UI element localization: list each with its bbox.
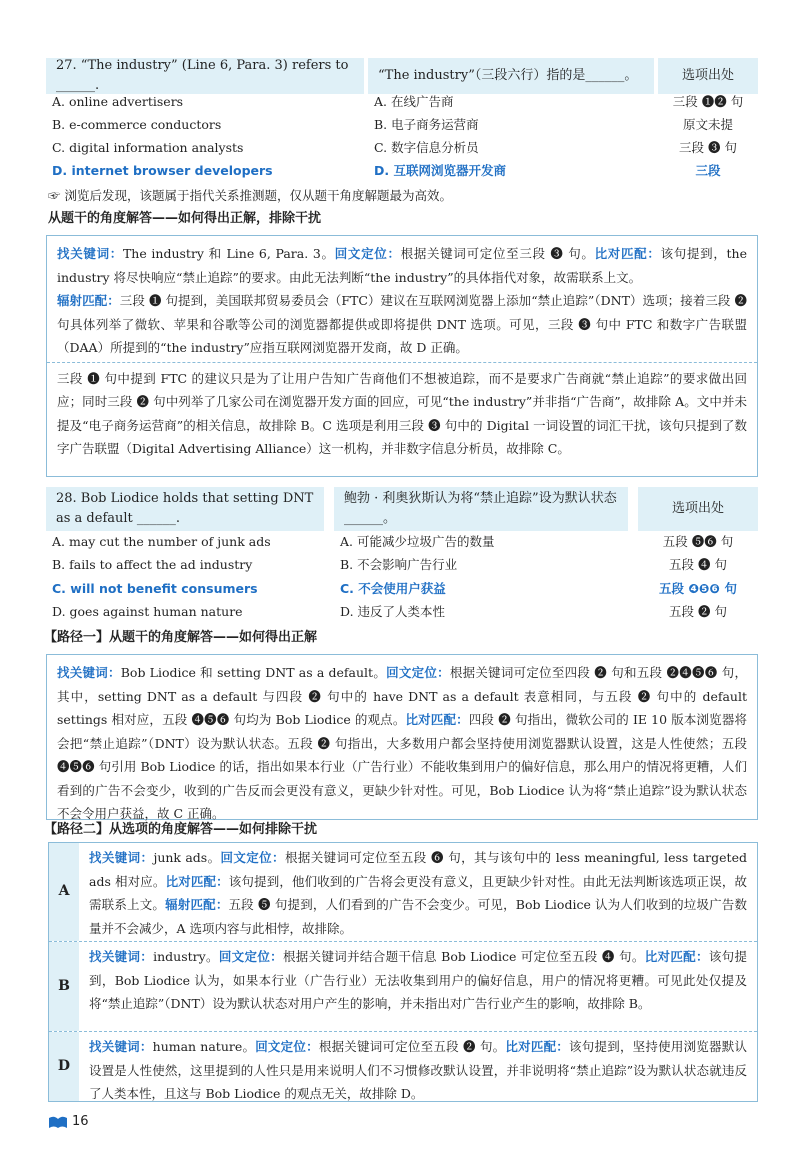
match-text: 该句提到，坚持使用浏览器默认设置是人性使然，这里提到的人性只是用来说明人们不习惯修改默认设置，并非说明将“禁止追踪”设为默认状态就违反了人类本性，且这与 Bob Liodice 的观点无关，故排除 D。 <box>89 1039 747 1101</box>
q27-analysis-box <box>46 235 758 477</box>
path2-row-a <box>49 843 757 941</box>
match-text: 该句提到，the industry 将尽快响应“禁止追踪”的要求。由此无法判断“the industry”的具体指代对象，故需联系上文。 <box>57 246 747 285</box>
radiate-match-label: 辐射匹配： <box>165 897 229 912</box>
page-number: 16 <box>72 1114 89 1129</box>
q27-option-a-en: A. online advertisers <box>52 94 184 109</box>
q27-option-d-cn: D. 互联网浏览器开发商 <box>374 163 506 178</box>
q28-option-a-en: A. may cut the number of junk ads <box>52 534 271 549</box>
q28-option-c-en: C. will not benefit consumers <box>52 581 258 596</box>
q28-path2-heading: 【路径二】从选项的角度解答——如何排除干扰 <box>44 822 318 837</box>
find-keyword-label: 找关键词： <box>89 1039 153 1054</box>
q27-source-header-text: 选项出处 <box>681 67 734 83</box>
q27-option-c-en: C. digital information analysts <box>52 140 244 155</box>
q27-stem-cn-text: “The industry”（三段六行）指的是______。 <box>378 67 638 83</box>
row-label: A <box>49 843 79 941</box>
q27-option-a-cn: A. 在线广告商 <box>374 94 454 109</box>
q28-stem-en <box>46 487 324 531</box>
locate-label: 回文定位： <box>386 665 450 680</box>
find-keyword-text: industry。 <box>153 949 219 964</box>
q27-heading: 从题干的角度解答——如何得出正解，排除干扰 <box>48 211 322 226</box>
q28-option-b-src: 五段 ❹ 句 <box>669 557 727 572</box>
locate-text: 根据关键词可定位至五段 ❻ 句，其与该句中的 less meaningful, less targeted ads 相对应。 <box>89 850 747 889</box>
find-keyword-label: 找关键词： <box>57 665 121 680</box>
q27-option-d-en: D. internet browser developers <box>52 163 273 178</box>
q28-stem-cn-text: 鲍勃 · 利奥狄斯认为将“禁止追踪”设为默认状态______。 <box>344 491 617 526</box>
q27-option-c-cn: C. 数字信息分析员 <box>374 140 479 155</box>
q27-option-c-src: 三段 ❸ 句 <box>679 140 737 155</box>
row-content <box>79 1032 757 1101</box>
q28-option-d-src: 五段 ❷ 句 <box>669 604 727 619</box>
page-footer <box>48 1112 89 1132</box>
locate-text: 根据关键词可定位至三段 ❸ 句。 <box>400 246 595 261</box>
q28-option-c-src: 五段 ❹❺❻ 句 <box>659 581 737 596</box>
q27-option-b-en: B. e-commerce conductors <box>52 117 222 132</box>
match-text: 四段 ❷ 句指出，微软公司的 IE 10 版本浏览器将会把“禁止追踪”（DNT）设为默认状态。五段 ❷ 句指出，大多数用户都会坚持使用浏览器默认设置，这是人性使然；五段 ❹❺❻ 句引用 Bob Liodice 的话，指出如果本行业（广告行业）不能收集到用户的偏好信息，那么用户的情况将更糟，人们看到的广告不会变少，收到的广告反而会更没有意义，更缺少针对性。可见，Bob Liodice 认为将“禁止追踪”设为默认状态不会令用户获益，故 C 正确。 <box>57 712 747 821</box>
q28-stem-cn <box>334 487 628 531</box>
path2-row-d <box>49 1031 757 1101</box>
row-content <box>79 942 757 1031</box>
q28-option-d-en: D. goes against human nature <box>52 604 243 619</box>
match-label: 比对匹配： <box>405 712 469 727</box>
row-content <box>79 843 757 941</box>
find-keyword-label: 找关键词： <box>89 949 154 964</box>
match-label: 比对匹配： <box>644 949 709 964</box>
find-keyword-text: human nature。 <box>152 1039 256 1054</box>
path2-row-b <box>49 941 757 1031</box>
row-label: D <box>49 1032 79 1101</box>
q28-option-a-src: 五段 ❺❻ 句 <box>662 534 734 549</box>
q28-option-c-cn: C. 不会使用户获益 <box>340 581 446 596</box>
q27-option-b-src: 原文未提 <box>682 117 733 132</box>
book-icon <box>48 1115 68 1129</box>
q27-stem-cn <box>368 58 654 94</box>
q27-option-a-src: 三段 ❶❷ 句 <box>672 94 744 109</box>
locate-label: 回文定位： <box>255 1039 319 1054</box>
q27-stem-en-text: 27. “The industry” (Line 6, Para. 3) refers to ______. <box>56 57 349 93</box>
radiate-match-text: 三段 ❶ 句提到，美国联邦贸易委员会（FTC）建议在互联网浏览器上添加“禁止追踪”（DNT）选项；接着三段 ❷ 句具体列举了微软、苹果和谷歌等公司的浏览器都提供或即将提供 DNT 选项。可见，三段 ❸ 句中 FTC 和数字广告联盟（DAA）所提到的“the industry”应指互联网浏览器开发商，故 D 正确。 <box>57 293 747 355</box>
q28-option-b-en: B. fails to affect the ad industry <box>52 557 253 572</box>
q28-source-header <box>638 487 758 531</box>
q27-stem-en <box>46 58 364 94</box>
locate-label: 回文定位： <box>334 246 401 261</box>
find-keyword-text: Bob Liodice 和 setting DNT as a default。 <box>120 665 387 680</box>
q28-option-d-cn: D. 违反了人类本性 <box>340 604 446 619</box>
row-label: B <box>49 942 79 1031</box>
match-label: 比对匹配： <box>505 1039 570 1054</box>
q28-path1-heading: 【路径一】从题干的角度解答——如何得出正解 <box>44 630 318 645</box>
q27-source-header <box>658 58 758 94</box>
q28-path1-box <box>46 654 758 820</box>
match-text: 该句提到，Bob Liodice 认为，如果本行业（广告行业）无法收集到用户的偏好信息，用户的情况将更糟。可见此处仅提及将“禁止追踪”（DNT）设为默认状态对用户产生的影响，并未指出对广告行业产生的影响，故排除 B。 <box>89 949 747 1011</box>
elimination-text: 三段 ❶ 句中提到 FTC 的建议只是为了让用户告知广告商他们不想被追踪，而不是要求广告商就“禁止追踪”的要求做出回应；同时三段 ❷ 句中列举了几家公司在浏览器开发方面的回应，可见“the industry”并非指“广告商”，故排除 A。文中并未提及“电子商务运营商”的相关信息，故排除 B。C 选项是利用三段 ❸ 句中的 Digital 一词设置的词汇干扰，该句只提到了数字广告联盟（Digital Advertising Alliance）这一机构，并非数字信息分析员，故排除 C。 <box>57 370 747 456</box>
match-label: 比对匹配： <box>594 246 661 261</box>
find-keyword-label: 找关键词： <box>57 246 123 261</box>
locate-label: 回文定位： <box>220 850 285 865</box>
radiate-match-label: 辐射匹配： <box>57 293 120 308</box>
radiate-match-text: 五段 ❺ 句提到，人们看到的广告不会变少。可见，Bob Liodice 认为人们收到的垃圾广告数量并不会减少，A 选项内容与此相悖，故排除。 <box>89 897 747 936</box>
find-keyword-text: The industry 和 Line 6, Para. 3。 <box>122 246 335 261</box>
q28-stem-en-text: 28. Bob Liodice holds that setting DNT as a default ______. <box>56 491 314 526</box>
locate-text: 根据关键词可定位至五段 ❷ 句。 <box>318 1039 506 1054</box>
locate-text: 根据关键词并结合题干信息 Bob Liodice 可定位至五段 ❹ 句。 <box>282 949 645 964</box>
q28-path2-table <box>48 842 758 1102</box>
match-text: 该句提到，他们收到的广告将会更没有意义，且更缺少针对性。由此无法判断该选项正误，故需联系上文。 <box>89 873 747 912</box>
q28-source-header-text: 选项出处 <box>671 500 724 516</box>
dashed-divider <box>47 362 757 363</box>
find-keyword-label: 找关键词： <box>89 850 154 865</box>
locate-text: 根据关键词可定位至四段 ❷ 句和五段 ❷❹❺❻ 句，其中，setting DNT as a default 与四段 ❷ 句中的 have DNT as a default 表意相同，与五段 ❷ 句中的 default settings 相对应，五段 ❹❺❻ 句均为 Bob Liodice 的观点。 <box>57 665 747 727</box>
locate-label: 回文定位： <box>218 949 283 964</box>
q27-note: ☞ 浏览后发现，该题属于指代关系推测题，仅从题干角度解题最为高效。 <box>48 188 452 203</box>
find-keyword-text: junk ads。 <box>153 850 221 865</box>
q27-option-b-cn: B. 电子商务运营商 <box>374 117 479 132</box>
q28-option-b-cn: B. 不会影响广告行业 <box>340 557 458 572</box>
q28-option-a-cn: A. 可能减少垃圾广告的数量 <box>340 534 495 549</box>
q27-option-d-src: 三段 <box>695 163 721 178</box>
match-label: 比对匹配： <box>165 873 229 889</box>
